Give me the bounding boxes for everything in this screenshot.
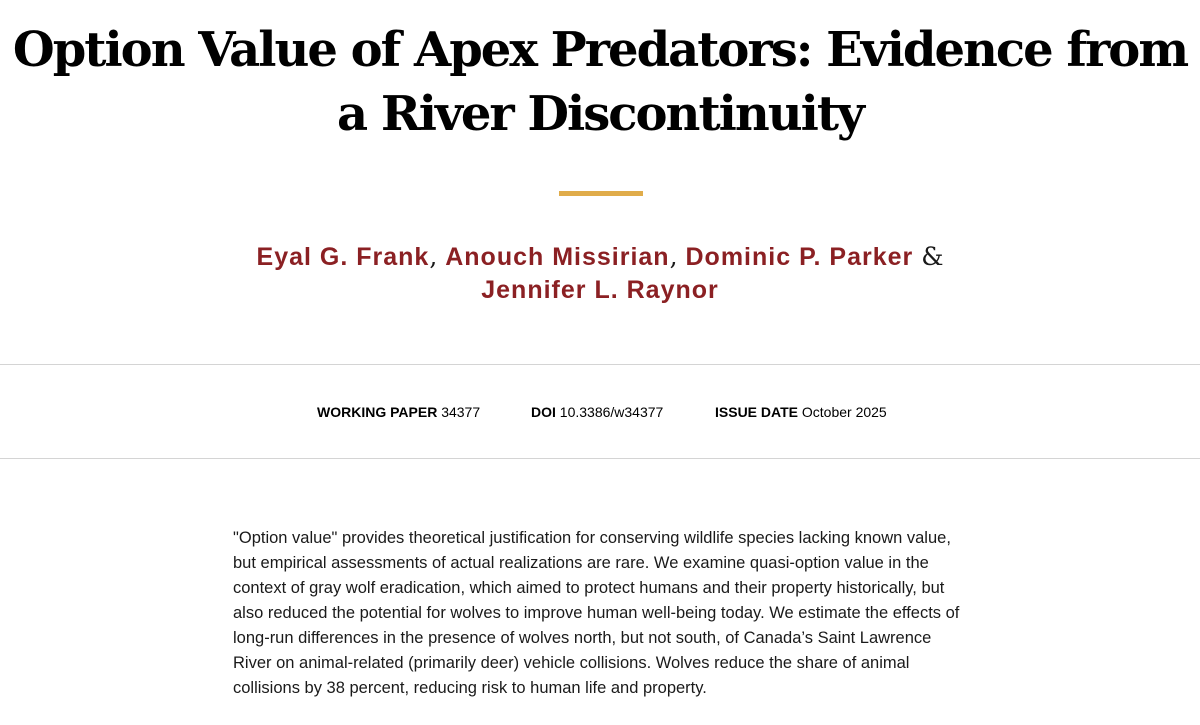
paper-meta-bar [0, 364, 1200, 459]
issue-date [715, 402, 887, 422]
author-separator: , [669, 242, 678, 271]
author-separator: & [921, 242, 944, 271]
author-link-raynor[interactable]: Jennifer L. Raynor [481, 276, 719, 304]
working-paper-number [317, 402, 480, 422]
working-paper-value: 34377 [441, 404, 481, 420]
page-title: Option Value of Apex Predators: Evidence from a River Discontinuity [12, 22, 1188, 142]
author-link-frank[interactable]: Eyal G. Frank [256, 243, 430, 271]
author-link-missirian[interactable]: Anouch Missirian [445, 243, 670, 271]
doi [531, 402, 663, 422]
author-list [0, 240, 1200, 307]
doi-value[interactable]: 10.3386/w34377 [559, 404, 664, 420]
abstract-text: "Option value" provides theoretical justification for conserving wildlife species lacking known value, but empirical assessments of actual realizations are rare. We examine quasi-option value in the context of gray wolf eradication, which aimed to protect humans and their property historically, but also reduced the potential for wolves to improve human well-being today. We estimate the effects of long-run differences in the presence of wolves north, but not south, of Canada’s Saint Lawrence River on animal-related (primarily deer) vehicle collisions. Wolves reduce the share of animal collisions by 38 percent, reducing risk to human life and property. [233, 529, 960, 697]
author-separator: , [429, 242, 438, 271]
title-accent-rule [559, 191, 643, 196]
author-link-parker[interactable]: Dominic P. Parker [685, 243, 914, 271]
working-paper-label: WORKING PAPER [317, 404, 438, 420]
issue-date-label: ISSUE DATE [715, 404, 798, 420]
doi-label: DOI [531, 404, 556, 420]
issue-date-value: October 2025 [801, 404, 887, 420]
paper-meta-row [0, 402, 1200, 422]
